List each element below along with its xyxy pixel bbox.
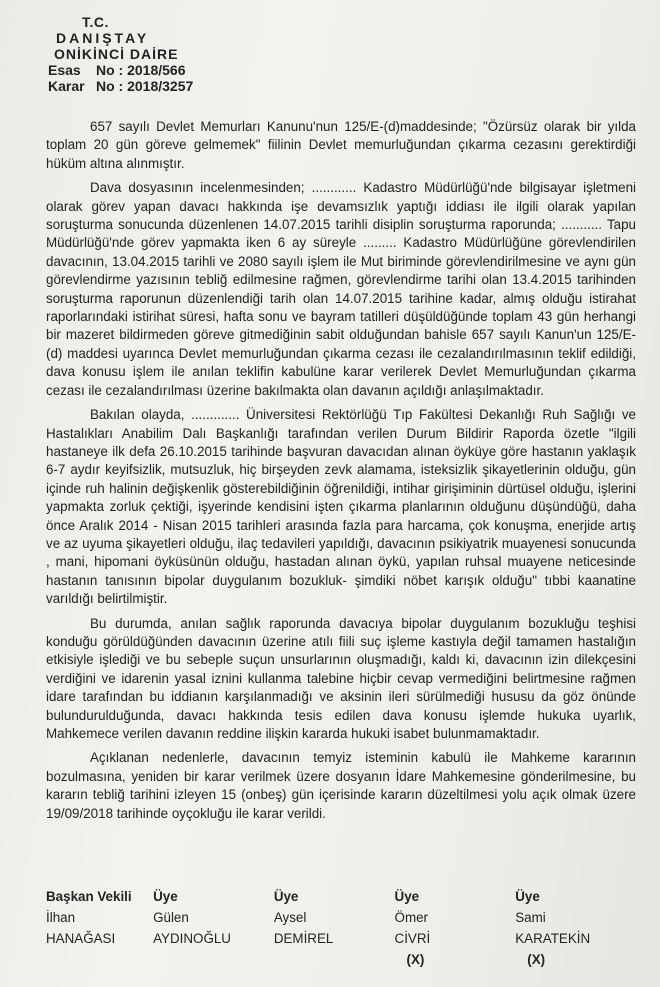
signature-block xyxy=(46,886,636,970)
signature-member-dissent xyxy=(395,886,516,970)
paragraph-case-facts: Dava dosyasının incelenmesinden; ............ Kadastro Müdürlüğü'nde bilgisayar işletmeni olarak görev yapan davacı hakkında işe devamsızlık yaptığı iddiası ile ilgili olarak yapılan soruşturma sonucunda düzenlenen 14.07.2015 tarihli disiplin soruşturma raporunda; ........... Tapu Müdürlüğü'nde görev yapmakta iken 6 ay süreyle ......... Kadastro Müdürlüğüne görevlendirilen davacının, 13.04.2015 tarihli ve 2080 sayılı işlem ile Mut biriminde görevlendirilmesine ve aynı gün görevlendirme yazısının tebliğ edilmesine rağmen, görevlendirme tarihi olan 13.4.2015 tarihinden soruşturma raporunun düzenlendiği tarih olan 14.07.2015 tarihine kadar, almış olduğu istirahat raporlarındaki istirihat süresi, hafta sonu ve bayram tatilleri düşüldüğünde toplam 43 gün herhangi bir mazeret bildirmeden göreve gitmediğinin sabit olduğundan bahisle 657 sayılı Kanun'un 125/E-(d) maddesi uyarınca Devlet memurluğundan çıkarma cezası ile cezalandırılmasının teklif edildiği, dava konusu işlem ile anılan teklifin kabulüne karar verilerek Devlet Memurluğundan çıkarma cezası ile cezalandırılması üzerine bakılmakta olan davanın açıldığı anlaşılmaktadır. xyxy=(46,180,636,398)
signature-member xyxy=(274,886,395,970)
signature-role: Üye xyxy=(153,889,178,904)
signature-last-name: CİVRİ xyxy=(394,931,431,946)
karar-value: No : 2018/3257 xyxy=(96,78,194,94)
signature-last-name: AYDINOĞLU xyxy=(153,931,231,946)
signature-role: Üye xyxy=(515,889,540,904)
signature-role: Üye xyxy=(394,889,420,904)
esas-label: Esas xyxy=(48,62,81,78)
signature-first-name: Gülen xyxy=(153,910,189,925)
signature-role: Üye xyxy=(273,889,299,904)
header-tc: T.C. xyxy=(82,14,109,30)
signature-member xyxy=(153,886,274,970)
paragraph-verdict: Açıklanan nedenlerle, davacının temyiz isteminin kabulü ile Mahkeme kararının bozulmasına, yeniden bir karar verilmek üzere dosyanın İdare Mahkemesine gönderilmesine, bu kararın tebliğ tarihini izleyen 15 (onbeş) gün içerisinde kararın düzeltilmesi yolu açık olmak üzere 19/09/2018 tarihinde oyçokluğu ile karar verildi. xyxy=(46,750,636,821)
signature-first-name: Sami xyxy=(515,910,546,925)
header-court-name: DANIŞTAY xyxy=(56,30,150,46)
dissent-mark: (X) xyxy=(527,952,546,967)
decision-body xyxy=(46,118,636,829)
signature-last-name: KARATEKİN xyxy=(515,931,591,946)
esas-number-row xyxy=(46,62,193,78)
signature-first-name: Ömer xyxy=(394,910,429,925)
dissent-mark: (X) xyxy=(406,952,425,967)
header-chamber: ONİKİNCİ DAİRE xyxy=(54,46,179,62)
signature-first-name: Aysel xyxy=(273,910,307,925)
signature-last-name: HANAĞASI xyxy=(46,931,116,946)
signature-last-name: DEMİREL xyxy=(273,931,334,946)
karar-number-row xyxy=(46,78,193,94)
signature-role: Başkan Vekili xyxy=(46,889,132,904)
karar-label: Karar xyxy=(48,78,85,94)
signature-member-dissent xyxy=(515,886,636,970)
signature-first-name: İlhan xyxy=(46,910,76,925)
document-header xyxy=(46,14,193,94)
paragraph-assessment: Bu durumda, anılan sağlık raporunda davacıya bipolar duygulanım bozukluğu teşhisi konduğu görüldüğünden davacının üzerine atılı fiili suç işleme kastıyla değil tamamen hastalığın etkisiyle işlediği ve bu sebeple suçun unsurlarının oluşmadığı, kaldı ki, davacının izin dilekçesini verdiğini ve idarenin yasal iznini kullanma talebine hiçbir cevap vermediğini belirtmesine rağmen idare tarafından bu iddianın karşılanmadığı ve aksinin ileri sürülmediği hususu da göz önünde bulundurulduğunda, davacı hakkında tesis edilen dava konusu işlemde hukuka uyarlık, Mahkemece verilen davanın reddine ilişkin kararda hukuki isabet bulunmamaktadır. xyxy=(46,615,636,741)
signature-presiding-judge xyxy=(46,886,153,970)
esas-value: No : 2018/566 xyxy=(96,62,186,78)
paragraph-law-provision: 657 sayılı Devlet Memurları Kanunu'nun 125/E-(d)maddesinde; "Özürsüz olarak bir yılda toplam 20 gün göreve gelmemek" fiilinin Devlet memurluğundan çıkarma cezasını gerektirdiği hüküm altına alınmıştır. xyxy=(46,119,636,171)
paragraph-medical-report: Bakılan olayda, ............. Üniversitesi Rektörlüğü Tıp Fakültesi Dekanlığı Ruh Sağlığı ve Hastalıkları Anabilim Dalı Başkanlığı tarafından verilen Durum Bildirir Raporda özetle "ilgili hastaneye ilk defa 26.10.2015 tarihinde başvuran davacıdan alınan öyküye göre hastanın yaklaşık 6-7 aydır keyifsizlik, mutsuzluk, hiç birşeyden zevk alamama, isteksizlik şikayetlerinin olduğu, gün içinde ruh halinin değişkenlik gösterebildiğinin öğrenildiği, intihar girişiminin dürtüsel olduğu, işlerini yapmakta zorluk çektiği, işyerinde kendisini işten çıkarma planlarının olduğunu düşündüğü, daha önce Aralık 2014 - Nisan 2015 tarihleri arasında fazla para harcama, çok konuşma, enerjide artış ve az uyuma şikayetleri olduğu, ilaç tedavileri yapıldığı, davacının psikiyatrik muayenesi sonucunda , mani, hipomani öyküsünün olduğu, hastadan alınan öykü, yapılan ruhsal muayene neticesinde hastanın tanısının bipolar duygulanım bozukluk- şimdiki nöbet karışık olduğu" tıbbi kaanatine varıldığı belirtilmiştir. xyxy=(46,407,636,607)
